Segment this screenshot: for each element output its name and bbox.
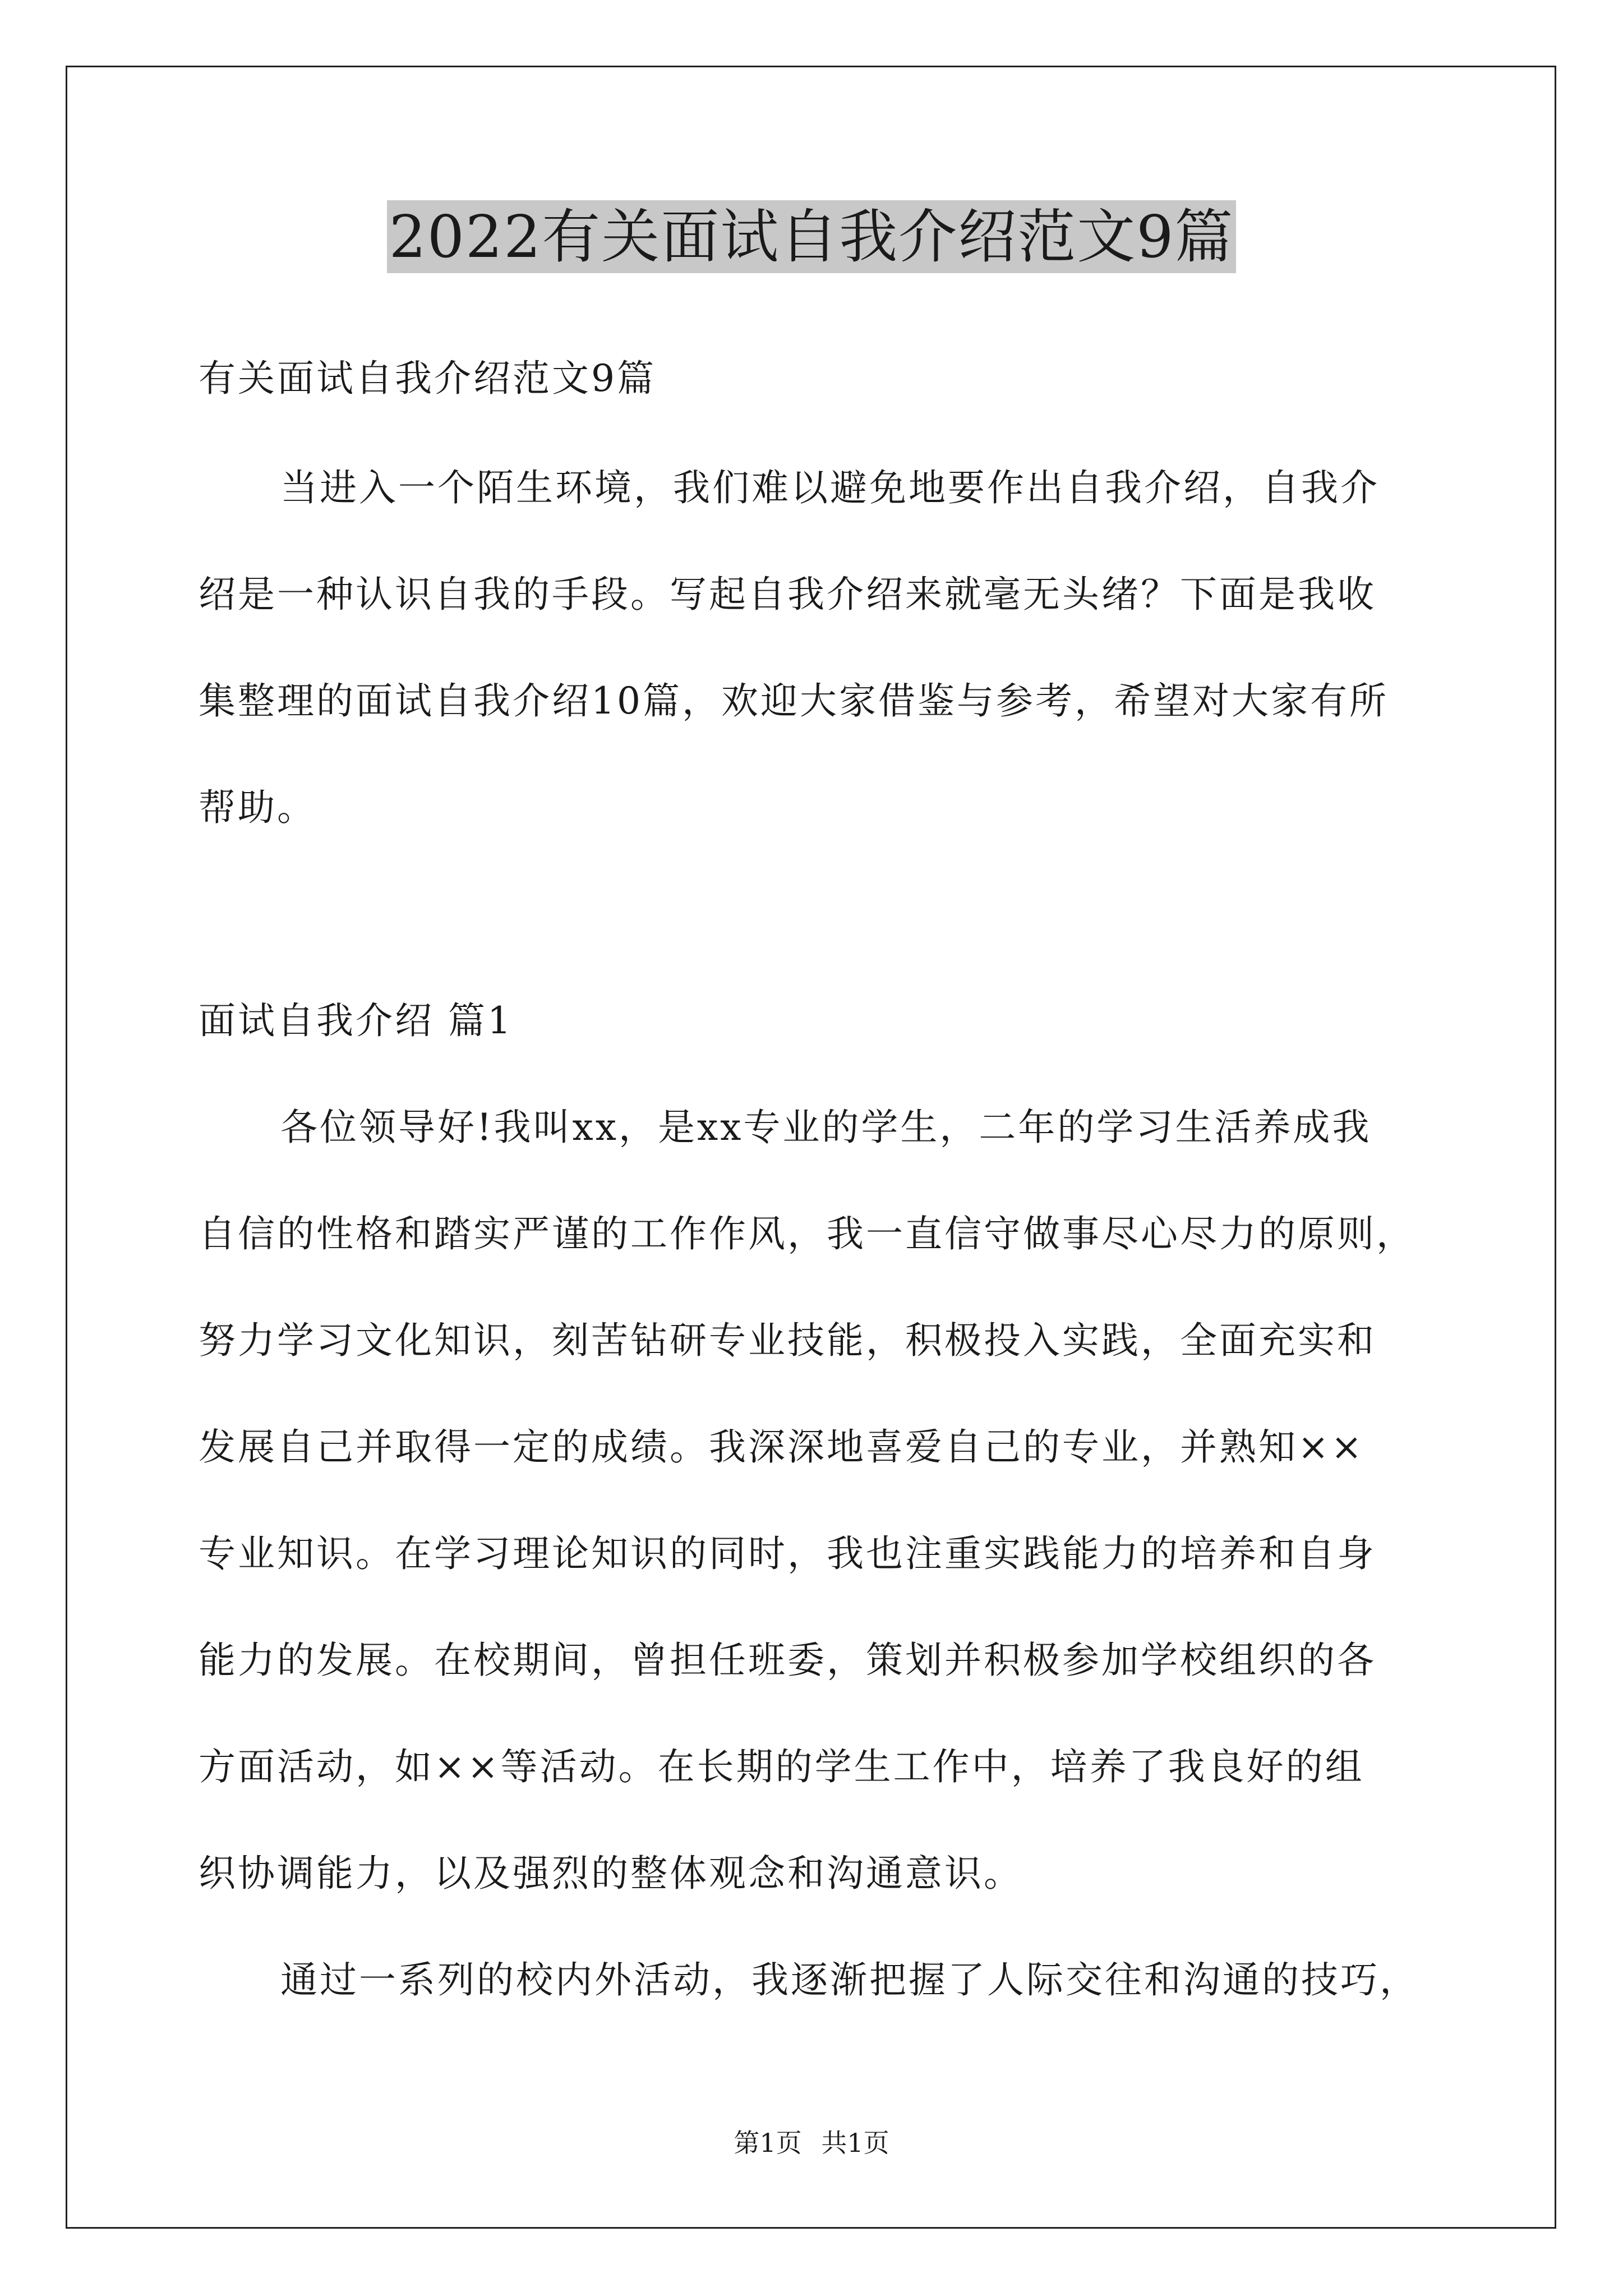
title-wrap	[0, 200, 1623, 273]
intro-line: 当进入一个陌生环境，我们难以避免地要作出自我介绍，自我介	[280, 466, 1380, 509]
intro-line: 集整理的面试自我介绍10篇，欢迎大家借鉴与参考，希望对大家有所	[199, 679, 1389, 723]
section-line: 发展自己并取得一定的成绩。我深深地喜爱自己的专业，并熟知××	[199, 1425, 1364, 1469]
page-footer	[0, 2126, 1623, 2160]
intro-line: 绍是一种认识自我的手段。写起自我介绍来就毫无头绪？下面是我收	[199, 573, 1376, 616]
last-line: 通过一系列的校内外活动，我逐渐把握了人际交往和沟通的技巧，	[280, 1958, 1419, 2001]
section-line: 努力学习文化知识，刻苦钻研专业技能，积极投入实践，全面充实和	[199, 1319, 1376, 1362]
page-number-current: 第1页	[734, 2128, 802, 2158]
document-title: 2022有关面试自我介绍范文9篇	[387, 200, 1237, 273]
section-line: 方面活动，如××等活动。在长期的学生工作中，培养了我良好的组	[199, 1745, 1364, 1788]
section-line: 自信的性格和踏实严谨的工作作风，我一直信守做事尽心尽力的原则，	[199, 1212, 1415, 1255]
page-number-total: 共1页	[821, 2128, 889, 2158]
section-line: 能力的发展。在校期间，曾担任班委，策划并积极参加学校组织的各	[199, 1639, 1376, 1682]
section-line: 专业知识。在学习理论知识的同时，我也注重实践能力的培养和自身	[199, 1532, 1376, 1575]
intro-line: 帮助。	[199, 786, 316, 829]
section-line: 织协调能力，以及强烈的整体观念和沟通意识。	[199, 1852, 1023, 1895]
document-subtitle: 有关面试自我介绍范文9篇	[199, 357, 656, 400]
section-line: 各位领导好!我叫xx，是xx专业的学生，二年的学习生活养成我	[280, 1106, 1372, 1149]
section-heading: 面试自我介绍 篇1	[199, 999, 513, 1042]
